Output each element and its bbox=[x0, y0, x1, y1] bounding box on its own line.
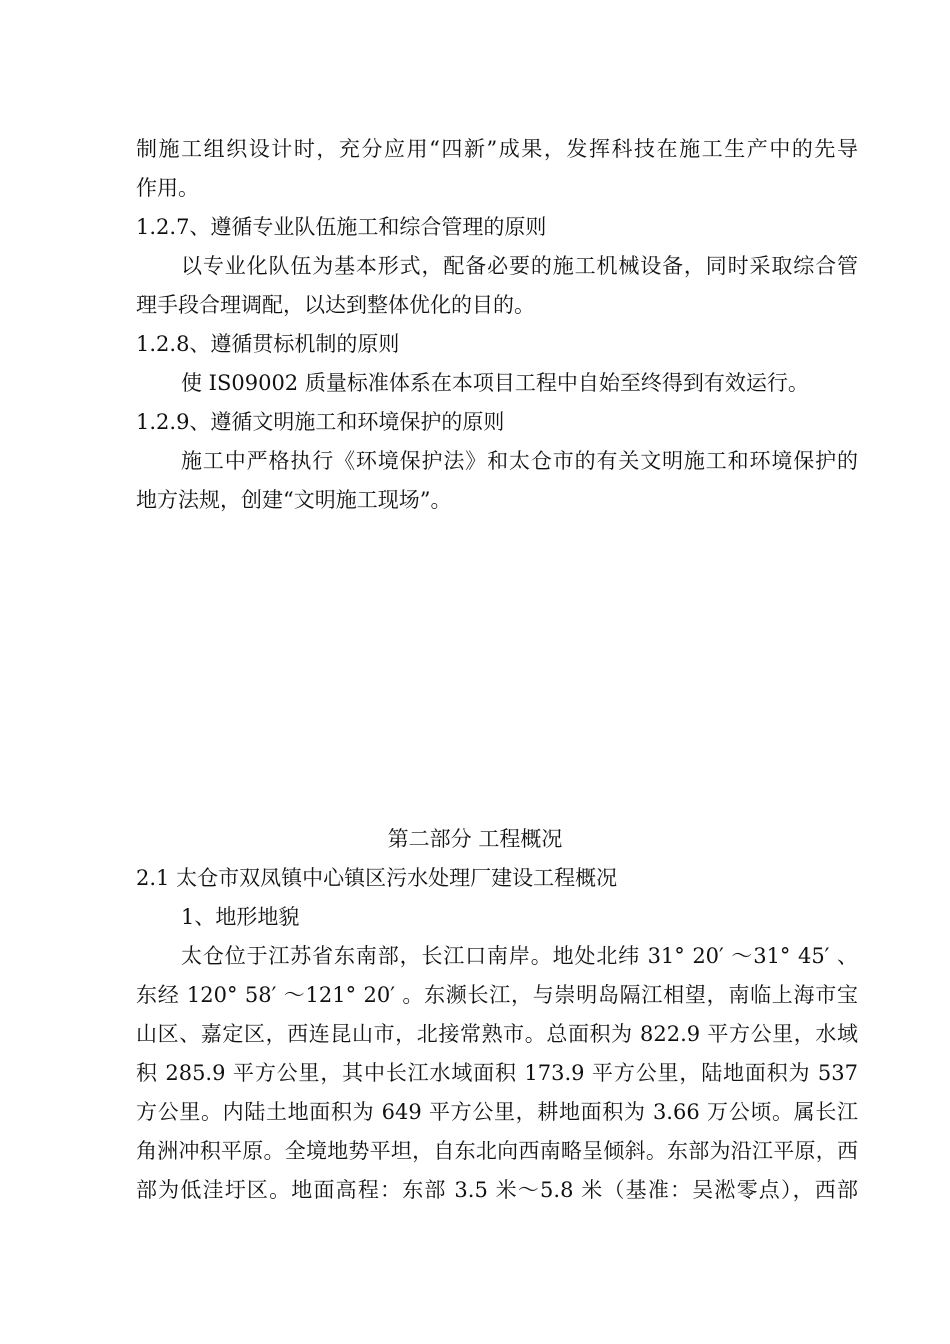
paragraph-1-2-7-line1: 以专业化队伍为基本形式，配备必要的施工机械设备，同时采取综合管 bbox=[181, 254, 858, 278]
paragraph-1-2-7-line2: 理手段合理调配，以达到整体优化的目的。 bbox=[136, 293, 535, 317]
paragraph-1-2-9-line2: 地方法规，创建“文明施工现场”。 bbox=[136, 488, 452, 512]
heading-1-2-9: 1.2.9、遵循文明施工和环境保护的原则 bbox=[136, 410, 505, 434]
heading-2-1: 2.1 太仓市双凤镇中心镇区污水处理厂建设工程概况 bbox=[136, 866, 618, 890]
body-line: 角洲冲积平原。全境地势平坦，自东北向西南略呈倾斜。东部为沿江平原，西 bbox=[136, 1139, 858, 1163]
heading-1-2-7: 1.2.7、遵循专业队伍施工和综合管理的原则 bbox=[136, 215, 547, 239]
paragraph-1-2-8: 使 IS09002 质量标准体系在本项目工程中自始至终得到有效运行。 bbox=[181, 371, 809, 395]
body-line: 东经 120° 58′ ～121° 20′ 。东濒长江，与崇明岛隔江相望，南临上海市宝 bbox=[136, 983, 858, 1007]
body-line: 积 285.9 平方公里，其中长江水域面积 173.9 平方公里，陆地面积为 537 bbox=[136, 1061, 858, 1085]
paragraph-continuation-end: 作用。 bbox=[136, 176, 199, 200]
paragraph-continuation-line: 制施工组织设计时，充分应用“四新”成果，发挥科技在施工生产中的先导 bbox=[136, 137, 858, 161]
body-line: 部为低洼圩区。地面高程：东部 3.5 米～5.8 米（基准：吴淞零点），西部 bbox=[136, 1178, 858, 1202]
body-line: 方公里。内陆土地面积为 649 平方公里，耕地面积为 3.66 万公顷。属长江 bbox=[136, 1100, 858, 1124]
body-line: 太仓位于江苏省东南部，长江口南岸。地处北纬 31° 20′ ～31° 45′ 、 bbox=[181, 944, 858, 968]
body-line: 山区、嘉定区，西连昆山市，北接常熟市。总面积为 822.9 平方公里，水域 bbox=[136, 1022, 858, 1046]
heading-1-2-8: 1.2.8、遵循贯标机制的原则 bbox=[136, 332, 400, 356]
part-title: 第二部分 工程概况 bbox=[387, 827, 563, 851]
subheading-terrain: 1、地形地貌 bbox=[181, 905, 300, 929]
paragraph-1-2-9-line1: 施工中严格执行《环境保护法》和太仓市的有关文明施工和环境保护的 bbox=[181, 449, 858, 473]
